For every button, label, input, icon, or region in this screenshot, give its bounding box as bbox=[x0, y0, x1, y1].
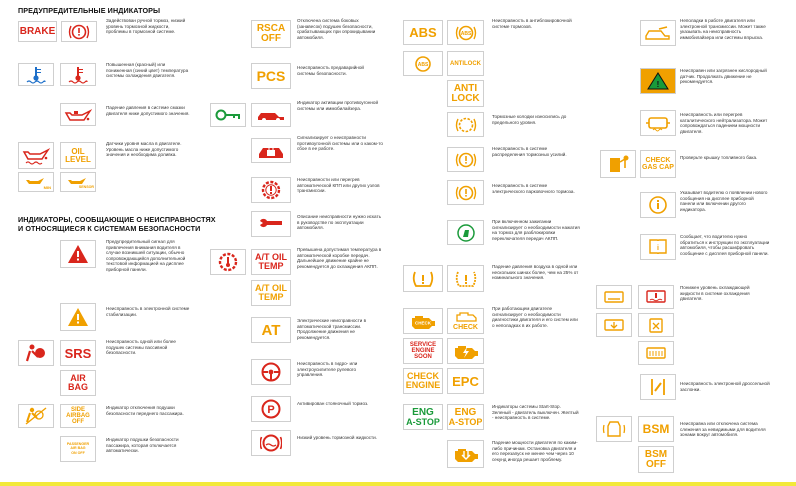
abs-desc: Неисправность в антиблокировочной системе тормозов. bbox=[492, 18, 572, 29]
rsca-label-2: OFF bbox=[261, 33, 281, 44]
check-engine-text-indicator bbox=[403, 368, 443, 394]
svg-text:ABS: ABS bbox=[460, 30, 471, 37]
book-desc: Сообщает, что водителю нужно обратиться к инструкции по эксплуатации автомобиля, чтобы расшифровать сообщение с дисплея приборной панели. bbox=[680, 234, 770, 256]
oil-level-text-indicator bbox=[60, 142, 96, 169]
check-gas-cap-indicator bbox=[640, 150, 676, 178]
at-oil-temp-label-2a: A/T OIL bbox=[255, 283, 287, 293]
electric-parking-brake-icon bbox=[447, 180, 484, 205]
anti-lock-indicator bbox=[447, 80, 484, 107]
wrench-icon bbox=[251, 211, 291, 237]
brake-distribution-icon bbox=[447, 147, 484, 172]
service-label-1: SERVICE bbox=[409, 342, 437, 348]
epc-label: EPC bbox=[452, 373, 479, 389]
rsca-off-indicator bbox=[251, 20, 291, 48]
at-oil-temp-label-2b: TEMP bbox=[258, 292, 284, 302]
airbag-off-icon bbox=[18, 404, 54, 428]
abs-round-icon bbox=[403, 51, 443, 76]
coolant-tank-icon-4 bbox=[638, 313, 674, 337]
stability-desc: Неисправность в электронной системе стабилизации. bbox=[106, 306, 190, 317]
oil-min-label: MIN bbox=[43, 185, 51, 190]
coolant-tank-icon-5 bbox=[638, 341, 674, 365]
bsm-label: BSM bbox=[642, 422, 670, 436]
abs-label: ABS bbox=[409, 25, 437, 40]
a-stop-yellow-label: A-STOP bbox=[448, 416, 483, 427]
coolant-tank-icon-1 bbox=[596, 285, 632, 309]
anti-lock-label-1: ANTI bbox=[453, 82, 478, 94]
brake-desc: Задействован ручной тормоз, низкий уровень тормозной жидкости, проблемы в тормозной системе. bbox=[106, 18, 186, 35]
brake-fluid-icon bbox=[251, 430, 291, 456]
key-immobilizer-icon bbox=[210, 103, 246, 127]
check-gas-cap-label-2: GAS CAP bbox=[642, 164, 674, 171]
antilock-circle-indicator bbox=[447, 51, 484, 76]
engine-desc: При работающем двигателе сигнализирует о необходимости диагностики двигателя и его систем или о неполадках в их работе. bbox=[492, 306, 578, 328]
svg-text:!: ! bbox=[656, 80, 660, 89]
pads-desc: Тормозные колодки износились до предельного уровня. bbox=[492, 114, 567, 125]
wrench-desc: Описание неисправности нужно искать в руководстве по эксплуатации автомобиля. bbox=[297, 214, 381, 231]
heading-safety-2: И ОТНОСЯЩИЕСЯ К СИСТЕМАМ БЕЗОПАСНОСТИ bbox=[18, 224, 201, 233]
oil-pressure-icon bbox=[60, 103, 96, 126]
car-immobilizer-icon bbox=[251, 103, 291, 127]
rsca-desc: Отключена система боковых (занавесок) подушек безопасности, срабатывающих при опрокидывании автомобиля. bbox=[297, 18, 376, 40]
air-bag-label-1: AIR bbox=[70, 373, 86, 383]
svg-text:P: P bbox=[267, 404, 275, 416]
srs-desc: Неисправность одной или более подушек системы пассивной безопасности. bbox=[106, 339, 176, 356]
car-wrench-icon bbox=[640, 20, 676, 46]
pcs-desc: Неисправность предаварийной системы безопасности. bbox=[297, 65, 364, 76]
bottom-accent-bar bbox=[0, 482, 796, 486]
at-oil-temp-label-1a: A/T OIL bbox=[255, 252, 287, 262]
svg-text:i: i bbox=[657, 245, 659, 252]
anti-lock-label-2: LOCK bbox=[451, 92, 480, 104]
abs-indicator bbox=[403, 20, 443, 45]
srs-text-indicator bbox=[60, 340, 96, 366]
svg-text:ABS: ABS bbox=[417, 61, 429, 68]
steering-desc: Неисправность в гидро- или электроусилителе рулевого управления. bbox=[297, 361, 358, 378]
stability-triangle-icon bbox=[60, 303, 96, 331]
bsm-off-label-2: OFF bbox=[646, 458, 666, 470]
throttle-desc: Неисправность электронной дроссельной заслонки. bbox=[680, 381, 770, 392]
oil-min-icon bbox=[18, 172, 54, 192]
pcs-label: PCS bbox=[256, 68, 286, 84]
throttle-icon bbox=[640, 374, 676, 400]
service-label-2: ENGINE bbox=[411, 348, 435, 354]
car-lock-icon bbox=[251, 138, 291, 163]
fuel-cap-icon bbox=[600, 150, 636, 178]
srs-label: SRS bbox=[64, 345, 92, 361]
svg-text:CHECK: CHECK bbox=[414, 320, 432, 326]
fuel-cap-desc: Проверьте крышку топливного бака. bbox=[680, 155, 758, 160]
passenger-airbag-indicator bbox=[60, 436, 96, 462]
blind-spot-car-icon bbox=[596, 416, 632, 442]
check-gas-cap-label-1: CHECK bbox=[645, 157, 671, 164]
start-stop-desc: Индикаторы системы Start-Stop. Зеленый - двигатель выключен. Желтый - неисправность в системе. bbox=[492, 404, 579, 421]
brake-pads-icon bbox=[447, 112, 484, 137]
brake-text-indicator bbox=[18, 21, 57, 42]
engine-check-icon bbox=[403, 308, 443, 334]
check-engine-label-2: ENGINE bbox=[405, 380, 441, 390]
epc-indicator bbox=[447, 368, 484, 394]
at-indicator bbox=[251, 317, 291, 343]
coolant-temperature-red-icon bbox=[60, 63, 96, 86]
check-engine-label-1: CHECK bbox=[406, 371, 439, 381]
gear-desc: Неисправности или перегрев автоматической КПП или других узлов трансмиссии. bbox=[297, 177, 380, 194]
steering-wheel-icon bbox=[251, 359, 291, 385]
coolant-tank-icon-3 bbox=[596, 313, 632, 337]
airbag-person-icon bbox=[18, 340, 54, 366]
catalyst-icon bbox=[640, 110, 676, 136]
eng-green-label: ENG bbox=[412, 406, 434, 418]
engine-power-icon bbox=[447, 440, 484, 468]
clutch-desc: При включенном зажигании сигнализирует о необходимости нажатия на тормоз для разблокировки переключателя передач АКПП. bbox=[492, 219, 580, 241]
abs-circle-icon bbox=[447, 20, 484, 45]
pcs-indicator bbox=[251, 63, 291, 89]
oxygen-desc: Неисправен или загрязнен кислородный датчик. Продолжать движение не рекомендуется. bbox=[680, 68, 767, 85]
oil-level-label-1: OIL bbox=[71, 146, 85, 156]
warning-desc: Предупредительный сигнал для привлечения внимания водителя в случае возникшей ситуации, обычно сопровождающийся дополнительной текстовой информацией на дисплее приборной панели. bbox=[106, 239, 186, 272]
passenger-airbag-label-3: ON OFF bbox=[71, 450, 85, 455]
coolant-temperature-icon bbox=[18, 63, 54, 86]
air-bag-text-indicator bbox=[60, 370, 96, 396]
immobilizer-desc: Индикатор активации противоугонной системы или иммобилайзера. bbox=[297, 100, 379, 111]
at-oil-temp-indicator-2 bbox=[251, 280, 291, 306]
engine-bolt-icon bbox=[447, 338, 484, 364]
oil-can-level-icon bbox=[18, 142, 54, 169]
parking-brake-icon bbox=[251, 396, 291, 422]
parking-desc: Активирован стояночный тормоз. bbox=[297, 401, 369, 406]
gear-warning-icon bbox=[251, 177, 291, 203]
eng-a-stop-green-indicator bbox=[403, 404, 443, 430]
foot-brake-icon bbox=[447, 220, 484, 245]
info-desc: Указывает водителю о появлении нового сообщения на дисплее приборной панели или включении другого индикатора. bbox=[680, 190, 768, 212]
air-bag-label-2: BAG bbox=[68, 382, 88, 392]
power-desc: Падение мощности двигателя по каким-либо причинам. Остановка двигателя и его перезапуск не менее чем через 10 секунд иногда решает проблему. bbox=[492, 440, 578, 462]
at-oil-temp-label-1b: TEMP bbox=[258, 261, 284, 271]
side-airbag-desc: Индикатор отключения подушки безопасности переднего пассажира. bbox=[106, 405, 184, 416]
check-engine-outline-icon bbox=[447, 308, 484, 334]
brake-warning-icon bbox=[61, 21, 97, 42]
heading-warning: ПРЕДУПРЕДИТЕЛЬНЫЕ ИНДИКАТОРЫ bbox=[18, 6, 161, 15]
passenger-airbag-desc: Индикатор подушки безопасности пассажира, которая отключается автоматически. bbox=[106, 437, 179, 454]
antilock-label: ANTILOCK bbox=[450, 60, 481, 67]
oil-level-desc: Датчики уровня масла в двигателе. Уровень масла ниже допустимого значения и необходима доливка. bbox=[106, 141, 182, 158]
oxygen-sensor-icon bbox=[640, 68, 676, 94]
eng-yellow-label: ENG bbox=[454, 406, 477, 418]
oil-sensor-icon bbox=[60, 172, 96, 192]
side-airbag-label-3: OFF bbox=[72, 419, 84, 425]
warning-triangle-red-icon bbox=[60, 240, 96, 268]
tyre-pressure-icon-1 bbox=[403, 265, 443, 292]
info-icon bbox=[640, 192, 676, 218]
passenger-airbag-label-1: PASSENGER bbox=[66, 441, 90, 446]
lock-desc: Сигнализирует о неисправности противоугонной системы или о каком-то сбое в ее работе. bbox=[297, 135, 383, 152]
at-desc: Электрические неисправности в автоматической трансмиссии. Продолжение движения не рекомендуется. bbox=[297, 318, 367, 340]
side-airbag-off-indicator bbox=[60, 404, 96, 428]
side-airbag-label-2: AIRBAG bbox=[66, 413, 90, 419]
heading-safety-1: ИНДИКАТОРЫ, СООБЩАЮЩИЕ О НЕИСПРАВНОСТЯХ bbox=[18, 215, 216, 224]
transmission-desc: Неполадки в работе двигателя или электронной трансмиссии. Может также указывать на неисправность иммобилайзера или системы впрыска. bbox=[680, 18, 766, 40]
manual-book-icon bbox=[640, 234, 676, 260]
oil-sensor-label: SENSOR bbox=[78, 185, 94, 190]
bsm-off-indicator bbox=[638, 446, 674, 473]
service-engine-soon-indicator bbox=[403, 338, 443, 364]
at-label: AT bbox=[261, 321, 281, 339]
oil-pressure-desc: Падение давления в системе смазки двигателя ниже допустимого значения. bbox=[106, 105, 190, 116]
catalyst-desc: Неисправность или перегрев каталитического нейтрализатора. Может сопровождаться падением мощности двигателя. bbox=[680, 112, 768, 134]
bsm-off-label-1: BSM bbox=[644, 448, 668, 460]
passenger-airbag-label-2: AIR BAG bbox=[70, 446, 86, 451]
tyre-pressure-icon-2 bbox=[447, 265, 484, 292]
coolant-desc: Повышенная (красный) или пониженная (синий цвет) температура системы охлаждения двигателя. bbox=[106, 62, 189, 79]
parking-elec-desc: Неисправность в системе электрического парковочного тормоза. bbox=[492, 183, 575, 194]
brake-label: BRAKE bbox=[19, 25, 56, 37]
a-stop-green-label: A-STOP bbox=[406, 416, 440, 427]
tyre-desc: Падение давления воздуха в одной или нескольких шинах более, чем на 25% от номинального значения. bbox=[492, 264, 579, 281]
bsm-desc: Неисправна или отключена система слежения за невидимыми для водителя зонами вокруг автомобиля. bbox=[680, 421, 766, 438]
at-temp-desc: Превышена допустимая температура в автоматической коробке передач. Дальнейшее движение крайне не рекомендуется до охлаждения АКПП. bbox=[297, 247, 382, 269]
coolant-tank-icon-2 bbox=[638, 285, 674, 309]
coolant-low-desc: Понижен уровень охлаждающей жидкости в системе охлаждения двигателя. bbox=[680, 285, 750, 302]
check-engine-outline-label: CHECK bbox=[453, 323, 478, 331]
rsca-label-1: RSCA bbox=[256, 23, 286, 34]
oil-level-label-2: LEVEL bbox=[65, 154, 91, 164]
brake-fluid-desc: Низкий уровень тормозной жидкости. bbox=[297, 435, 377, 440]
eng-a-stop-yellow-indicator bbox=[447, 404, 484, 430]
service-label-3: SOON bbox=[414, 354, 432, 360]
gear-temperature-icon bbox=[210, 249, 246, 275]
side-airbag-label-1: SIDE bbox=[70, 407, 85, 413]
bsm-indicator bbox=[638, 416, 674, 442]
at-oil-temp-indicator-1 bbox=[251, 249, 291, 275]
distribution-desc: Неисправность в системе распределения тормозных усилий. bbox=[492, 146, 567, 157]
